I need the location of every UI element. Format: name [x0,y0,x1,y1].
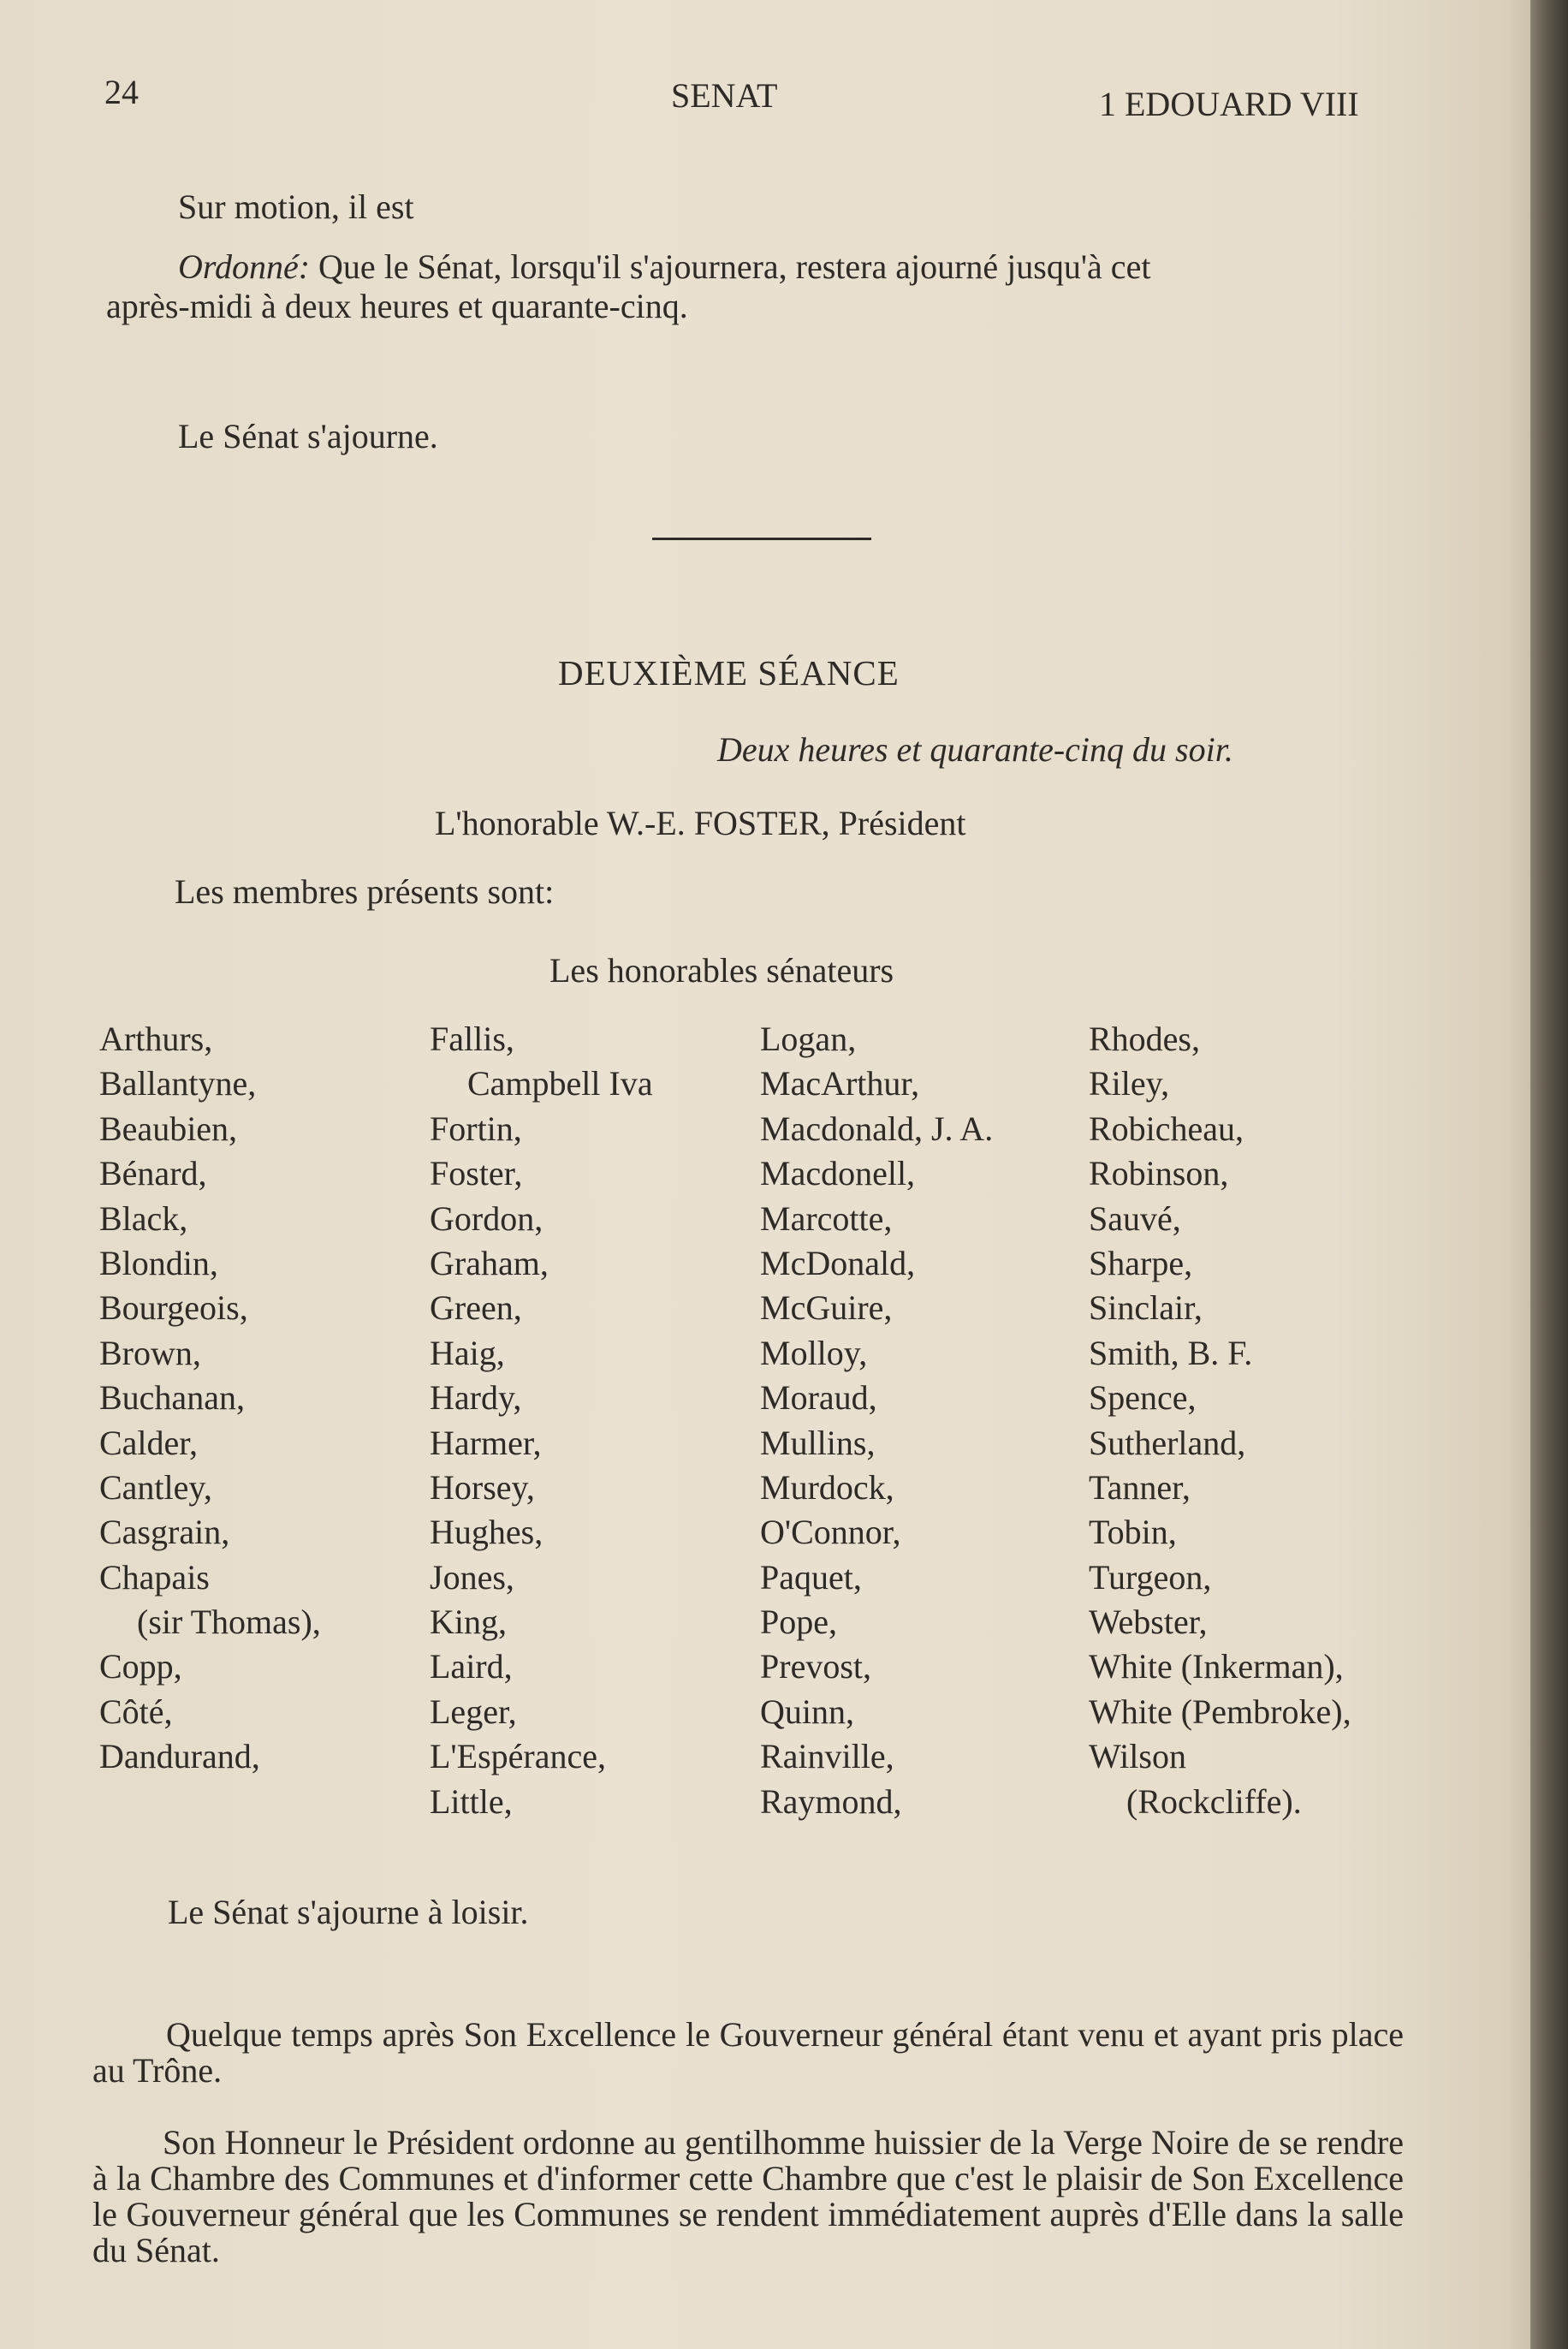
senator-name: Marcotte, [760,1198,893,1238]
ordered-line-1 [178,247,1422,286]
senator-name: Haig, [430,1333,505,1372]
senators-column-2 [430,1017,653,1824]
senator-name: McDonald, [760,1243,916,1282]
senator-name: Hughes, [430,1513,543,1552]
senators-column-3 [760,1017,993,1824]
senator-name: Fallis, [430,1020,514,1058]
senator-name: Murdock, [760,1467,894,1507]
senator-name: Côté, [99,1692,173,1731]
senator-name: Smith, B. F. [1089,1333,1253,1372]
senator-name: Molloy, [760,1333,868,1372]
senator-name: Spence, [1089,1378,1197,1418]
senator-name: Sauvé, [1089,1198,1181,1238]
senator-name: Hardy, [430,1378,522,1418]
senator-name: Dandurand, [99,1737,260,1776]
senators-column-1 [99,1017,321,1780]
senator-name: Turgeon, [1089,1557,1212,1597]
senator-name: Sutherland, [1089,1423,1246,1462]
senator-name: White (Inkerman), [1089,1647,1344,1686]
senator-name: Calder, [99,1423,199,1462]
senator-name: Laird, [430,1647,513,1686]
senator-name: Leger, [430,1692,517,1731]
senator-name: Raymond, [760,1781,902,1821]
ordered-label: Ordonné: [178,247,311,286]
senator-name: McGuire, [760,1288,893,1328]
senator-name: Robicheau, [1089,1109,1244,1148]
senator-name: Robinson, [1089,1154,1229,1193]
senator-name: L'Espérance, [430,1737,606,1776]
page-number: 24 [104,73,139,111]
senator-name-continuation: Campbell Iva [467,1064,653,1103]
senator-name: Pope, [760,1603,837,1642]
senator-name: Beaubien, [99,1109,238,1148]
senator-name: Moraud, [760,1378,877,1418]
sitting-heading: DEUXIÈME SÉANCE [558,653,900,693]
senator-name: Quinn, [760,1692,854,1731]
senator-name: Gordon, [430,1198,543,1238]
senator-name: Buchanan, [99,1378,245,1418]
senator-name: Wilson [1089,1737,1186,1776]
senators-column-4 [1089,1017,1351,1824]
senator-name: Harmer, [430,1423,542,1462]
senator-name: Foster, [430,1154,523,1193]
senator-name-continuation: (Rockcliffe). [1126,1781,1302,1821]
speaker-line: L'honorable W.-E. FOSTER, Président [435,804,966,842]
adjourn-text: Le Sénat s'ajourne. [178,417,438,455]
senator-name: Chapais [99,1557,210,1597]
session-label: 1 EDOUARD VIII [1099,85,1359,123]
senator-name: Ballantyne, [99,1064,257,1103]
senator-name: Fortin, [430,1109,522,1148]
ordered-text-line1: Que le Sénat, lorsqu'il s'ajournera, restera ajourné jusqu'à cet [318,247,1151,286]
ordered-line-2: après-midi à deux heures et quarante-cinq. [106,287,688,325]
senator-name: Horsey, [430,1467,535,1507]
senator-name: Riley, [1089,1064,1170,1103]
senator-name: Tobin, [1089,1513,1177,1552]
senator-name: Logan, [760,1020,857,1058]
senator-name: Black, [99,1198,188,1238]
senator-name: White (Pembroke), [1089,1692,1351,1731]
senator-name: Sharpe, [1089,1243,1193,1282]
senator-name: Sinclair, [1089,1288,1203,1328]
senator-name: Webster, [1089,1603,1208,1642]
senator-name: Cantley, [99,1467,212,1507]
members-intro: Les membres présents sont: [175,872,555,911]
senator-name: Jones, [430,1557,514,1597]
senator-name: Brown, [99,1333,201,1372]
senator-name-continuation: (sir Thomas), [137,1603,321,1642]
senator-name: Rhodes, [1089,1020,1200,1058]
senator-name: Macdonald, J. A. [760,1109,994,1148]
senator-name: Rainville, [760,1737,894,1776]
paragraph-governor-arrival: Quelque temps après Son Excellence le Gouverneur général étant venu et ayant pris place au Trône. [92,2015,1404,2090]
senator-name: Green, [430,1288,522,1328]
senator-name: Mullins, [760,1423,876,1462]
senator-name: Bourgeois, [99,1288,248,1328]
adjourn-leisure-text: Le Sénat s'ajourne à loisir. [168,1893,529,1931]
senator-name: Casgrain, [99,1513,230,1552]
senator-name: Blondin, [99,1243,218,1282]
senator-name: Arthurs, [99,1020,213,1058]
senator-name: Graham, [430,1243,549,1282]
senator-name: O'Connor, [760,1513,901,1552]
senator-name: King, [430,1603,507,1642]
section-divider [652,538,871,540]
page-title: SENAT [671,76,778,115]
senators-heading: Les honorables sénateurs [549,951,894,990]
sitting-time: Deux heures et quarante-cinq du soir. [717,730,1233,769]
senator-name: Paquet, [760,1557,862,1597]
senator-name: Prevost, [760,1647,871,1686]
senator-name: Tanner, [1089,1467,1191,1507]
senator-name: Bénard, [99,1154,207,1193]
senator-name: Macdonell, [760,1154,916,1193]
senator-name: MacArthur, [760,1064,920,1103]
paragraph-black-rod: Son Honneur le Président ordonne au gentilhomme huissier de la Verge Noire de se rendre à la Chambre des Communes et d'informer cette Chambre que c'est le plaisir de Son Excellence le Gouverneur général que les Communes se rendent immédiatement auprès d'Elle dans la salle du Sénat. [92,2123,1404,2269]
motion-text: Sur motion, il est [178,187,414,226]
senator-name: Little, [430,1781,513,1821]
page-edge-shadow [1530,0,1568,2349]
senator-name: Copp, [99,1647,182,1686]
